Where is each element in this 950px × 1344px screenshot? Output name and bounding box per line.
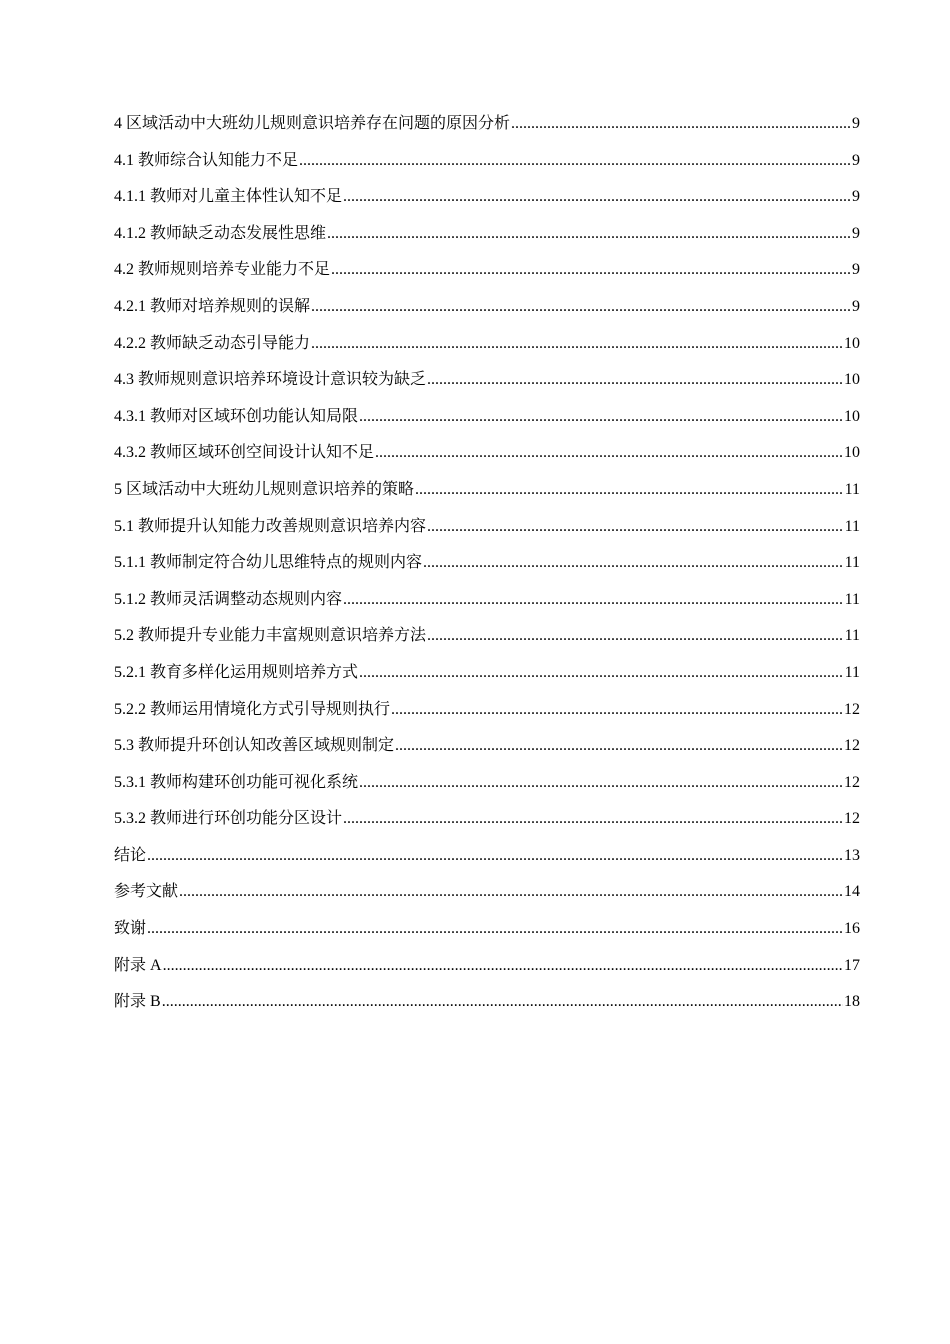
toc-entry-title: 5.2.1 教育多样化运用规则培养方式 (114, 663, 359, 681)
toc-leader-dots (343, 187, 851, 207)
toc-leader-dots (343, 809, 843, 829)
toc-entry-page: 11 (844, 480, 860, 498)
toc-leader-dots (179, 882, 843, 902)
toc-leader-dots (427, 626, 844, 646)
toc-entry-page: 9 (852, 115, 860, 132)
toc-entry[interactable] (114, 297, 860, 334)
toc-entry[interactable] (114, 663, 860, 700)
toc-entry[interactable] (114, 260, 860, 297)
toc-entry-title: 5.2.2 教师运用情境化方式引导规则执行 (114, 700, 391, 718)
toc-entry-title: 5.2 教师提升专业能力丰富规则意识培养方法 (114, 627, 427, 645)
toc-entry[interactable] (114, 773, 860, 810)
toc-leader-dots (395, 736, 843, 756)
toc-entry-page: 10 (844, 334, 860, 352)
toc-entry-page: 14 (844, 883, 860, 901)
toc-entry-page: 12 (844, 737, 860, 755)
toc-entry-page: 11 (844, 663, 860, 681)
toc-entry[interactable] (114, 114, 860, 151)
toc-entry[interactable] (114, 846, 860, 883)
toc-entry-page: 11 (844, 627, 860, 645)
toc-entry-page: 12 (844, 773, 860, 791)
toc-leader-dots (427, 370, 843, 390)
toc-leader-dots (511, 114, 851, 134)
toc-entry[interactable] (114, 919, 860, 956)
toc-entry-page: 11 (844, 517, 860, 535)
toc-entry[interactable] (114, 809, 860, 846)
toc-leader-dots (327, 224, 851, 244)
toc-leader-dots (343, 590, 844, 610)
toc-entry-title: 5.1 教师提升认知能力改善规则意识培养内容 (114, 517, 427, 535)
toc-leader-dots (331, 260, 851, 280)
toc-entry-title: 4.2.2 教师缺乏动态引导能力 (114, 334, 311, 352)
toc-entry-title: 4.2 教师规则培养专业能力不足 (114, 261, 331, 279)
toc-entry-page: 17 (844, 956, 860, 974)
toc-entry-page: 18 (844, 993, 860, 1011)
toc-entry[interactable] (114, 626, 860, 663)
toc-entry-title: 4.1.2 教师缺乏动态发展性思维 (114, 224, 327, 242)
toc-entry-title: 4.3.1 教师对区域环创功能认知局限 (114, 407, 359, 425)
toc-entry-title: 致谢 (114, 920, 147, 938)
toc-entry-title: 4.3.2 教师区域环创空间设计认知不足 (114, 444, 375, 462)
toc-entry-title: 结论 (114, 846, 147, 864)
toc-leader-dots (311, 297, 851, 317)
toc-entry[interactable] (114, 151, 860, 188)
toc-entry[interactable] (114, 224, 860, 261)
toc-entry-title: 4.1 教师综合认知能力不足 (114, 151, 299, 169)
toc-entry-page: 10 (844, 371, 860, 389)
toc-leader-dots (391, 700, 843, 720)
toc-leader-dots (299, 151, 851, 171)
toc-entry-page: 10 (844, 444, 860, 462)
toc-entry[interactable] (114, 517, 860, 554)
toc-entry[interactable] (114, 700, 860, 737)
toc-entry-page: 9 (852, 297, 860, 315)
toc-leader-dots (162, 992, 843, 1012)
toc-entry-title: 附录 A (114, 956, 162, 974)
toc-entry[interactable] (114, 553, 860, 590)
toc-leader-dots (359, 407, 843, 427)
toc-entry[interactable] (114, 992, 860, 1029)
toc-entry[interactable] (114, 407, 860, 444)
toc-entry-title: 5.3.2 教师进行环创功能分区设计 (114, 810, 343, 828)
toc-entry-title: 4 区域活动中大班幼儿规则意识培养存在问题的原因分析 (114, 115, 511, 132)
toc-entry[interactable] (114, 443, 860, 480)
toc-entry[interactable] (114, 882, 860, 919)
toc-entry[interactable] (114, 370, 860, 407)
toc-entry-page: 9 (852, 224, 860, 242)
toc-leader-dots (359, 773, 843, 793)
toc-entry-page: 10 (844, 407, 860, 425)
toc-entry-page: 9 (852, 188, 860, 206)
toc-leader-dots (427, 517, 844, 537)
toc-entry-page: 9 (852, 151, 860, 169)
toc-entry[interactable] (114, 480, 860, 517)
toc-entry-title: 参考文献 (114, 883, 179, 901)
toc-entry[interactable] (114, 736, 860, 773)
toc-leader-dots (147, 919, 843, 939)
toc-entry-title: 附录 B (114, 993, 161, 1011)
table-of-contents (114, 114, 860, 1029)
toc-leader-dots (423, 553, 844, 573)
toc-entry-title: 5.3.1 教师构建环创功能可视化系统 (114, 773, 359, 791)
toc-leader-dots (311, 334, 843, 354)
toc-entry-page: 11 (844, 554, 860, 572)
toc-leader-dots (375, 443, 843, 463)
toc-leader-dots (163, 956, 843, 976)
toc-entry-page: 16 (844, 920, 860, 938)
toc-entry[interactable] (114, 590, 860, 627)
toc-entry-title: 4.1.1 教师对儿童主体性认知不足 (114, 188, 343, 206)
toc-entry-page: 12 (844, 810, 860, 828)
toc-entry-page: 12 (844, 700, 860, 718)
toc-entry-page: 9 (852, 261, 860, 279)
toc-entry-title: 4.3 教师规则意识培养环境设计意识较为缺乏 (114, 371, 427, 389)
toc-entry-title: 5.1.1 教师制定符合幼儿思维特点的规则内容 (114, 554, 423, 572)
toc-entry-title: 5 区域活动中大班幼儿规则意识培养的策略 (114, 480, 415, 498)
toc-entry[interactable] (114, 334, 860, 371)
toc-entry[interactable] (114, 187, 860, 224)
toc-entry-title: 4.2.1 教师对培养规则的误解 (114, 297, 311, 315)
toc-entry[interactable] (114, 956, 860, 993)
toc-leader-dots (415, 480, 844, 500)
toc-entry-page: 13 (844, 846, 860, 864)
toc-entry-page: 11 (844, 590, 860, 608)
toc-leader-dots (359, 663, 844, 683)
toc-entry-title: 5.1.2 教师灵活调整动态规则内容 (114, 590, 343, 608)
toc-leader-dots (147, 846, 843, 866)
toc-entry-title: 5.3 教师提升环创认知改善区域规则制定 (114, 737, 395, 755)
